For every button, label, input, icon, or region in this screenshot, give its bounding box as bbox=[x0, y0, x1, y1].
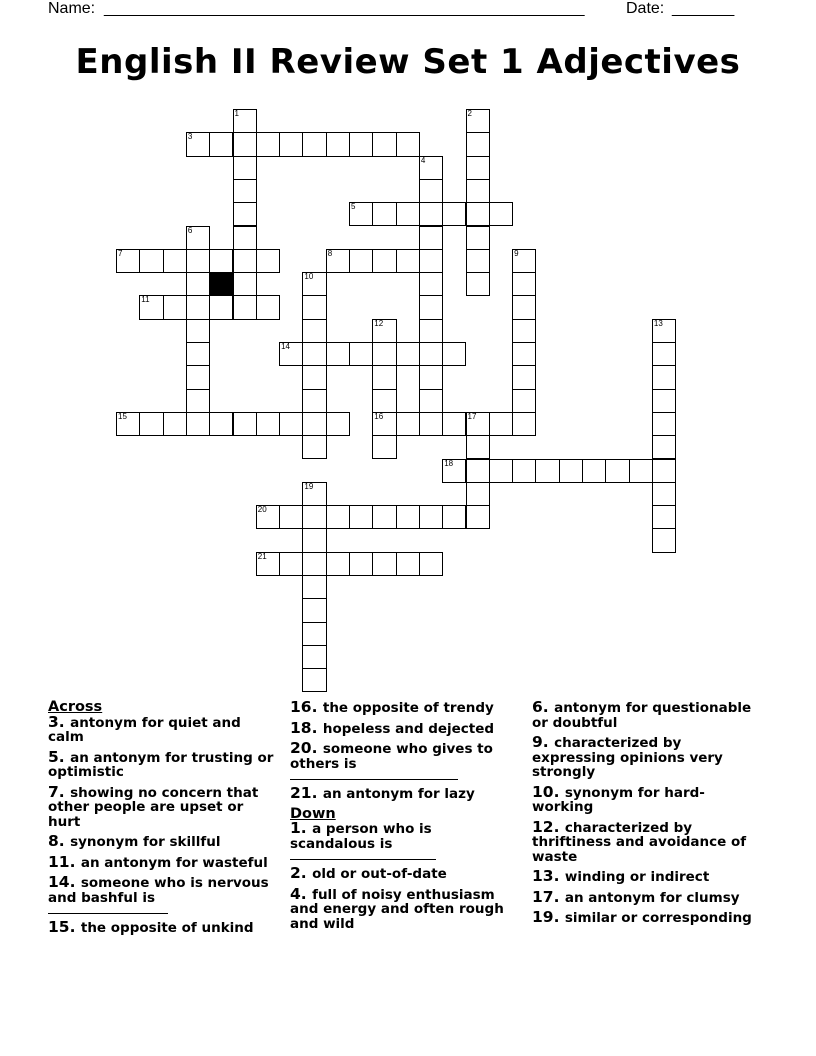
grid-cell[interactable] bbox=[349, 249, 373, 273]
grid-cell[interactable] bbox=[372, 319, 396, 343]
clue-number-label: 10. bbox=[532, 782, 565, 801]
clue-number-label: 14. bbox=[48, 873, 81, 891]
clue-item bbox=[290, 884, 514, 932]
grid-cell[interactable] bbox=[372, 249, 396, 273]
grid-cell[interactable] bbox=[279, 132, 303, 156]
grid-cell[interactable] bbox=[349, 505, 373, 529]
clue-item bbox=[532, 735, 764, 780]
grid-cell[interactable] bbox=[489, 412, 513, 436]
clue-item bbox=[532, 700, 764, 730]
grid-cell[interactable] bbox=[372, 435, 396, 459]
clue-number: 5 bbox=[351, 202, 356, 212]
grid-cell[interactable] bbox=[466, 226, 490, 250]
clue-number: 1 bbox=[234, 109, 239, 118]
clue-text: similar or corresponding bbox=[564, 910, 752, 926]
grid-cell[interactable] bbox=[605, 459, 629, 483]
grid-cell[interactable] bbox=[396, 552, 420, 576]
clue-item bbox=[290, 866, 514, 882]
grid-cell[interactable] bbox=[559, 459, 583, 483]
grid-cell[interactable] bbox=[652, 435, 676, 459]
clue-text: synonym for skillful bbox=[70, 834, 221, 850]
grid-cell[interactable] bbox=[419, 272, 443, 296]
grid-cell[interactable] bbox=[209, 295, 233, 319]
clue-text: synonym for hard-working bbox=[532, 784, 705, 815]
grid-cell[interactable] bbox=[466, 505, 490, 529]
grid-cell[interactable] bbox=[233, 179, 257, 203]
grid-cell[interactable] bbox=[233, 109, 257, 133]
grid-cell[interactable] bbox=[652, 459, 676, 483]
grid-cell[interactable] bbox=[186, 342, 210, 366]
clue-number: 8 bbox=[327, 248, 333, 258]
grid-cell[interactable] bbox=[512, 295, 536, 319]
grid-cell[interactable] bbox=[512, 459, 536, 483]
grid-cell[interactable] bbox=[512, 319, 536, 343]
grid-cell[interactable] bbox=[419, 505, 443, 529]
clue-item bbox=[290, 786, 514, 802]
clue-number-label: 3. bbox=[48, 712, 71, 731]
clue-item bbox=[48, 782, 274, 830]
grid-cell[interactable] bbox=[302, 365, 326, 389]
clue-number-label: 13. bbox=[532, 867, 565, 885]
grid-cell[interactable] bbox=[326, 249, 350, 273]
grid-cell[interactable] bbox=[302, 598, 326, 622]
grid-cell[interactable] bbox=[652, 319, 676, 343]
grid-cell[interactable] bbox=[396, 505, 420, 529]
clue-number-label: 20. bbox=[290, 739, 323, 757]
name-field[interactable]: ______________________________________________________ bbox=[104, 0, 585, 17]
clue-number-label: 9. bbox=[532, 733, 555, 751]
answer-blank-line bbox=[290, 779, 458, 780]
grid-cell[interactable] bbox=[442, 459, 466, 483]
grid-cell[interactable] bbox=[396, 202, 420, 226]
grid-cell[interactable] bbox=[186, 412, 210, 436]
clue-item bbox=[290, 821, 514, 860]
grid-cell[interactable] bbox=[466, 249, 490, 273]
clue-item bbox=[532, 910, 764, 926]
grid-cell[interactable] bbox=[466, 109, 490, 133]
grid-cell[interactable] bbox=[233, 272, 257, 296]
grid-cell[interactable] bbox=[186, 249, 210, 273]
grid-cell[interactable] bbox=[279, 552, 303, 576]
grid-cell[interactable] bbox=[466, 482, 490, 506]
grid-cell[interactable] bbox=[209, 132, 233, 156]
clue-item bbox=[532, 887, 764, 906]
grid-cell[interactable] bbox=[302, 552, 326, 576]
clue-number: 6 bbox=[187, 225, 193, 235]
grid-cell[interactable] bbox=[326, 505, 350, 529]
clue-item bbox=[48, 747, 274, 780]
clue-text: full of noisy enthusiasm and energy and often rough and wild bbox=[290, 886, 504, 932]
grid-cell[interactable] bbox=[442, 412, 466, 436]
clue-item bbox=[532, 869, 764, 885]
clues-column-2 bbox=[290, 700, 514, 936]
grid-cell[interactable] bbox=[419, 226, 443, 250]
clue-number: 13 bbox=[653, 318, 663, 328]
grid-cell[interactable] bbox=[139, 295, 163, 319]
grid-cell[interactable] bbox=[442, 342, 466, 366]
clue-number-label: 12. bbox=[532, 817, 565, 836]
grid-cell[interactable] bbox=[163, 295, 187, 319]
page-title: English II Review Set 1 Adjectives bbox=[75, 42, 741, 82]
grid-cell[interactable] bbox=[629, 459, 653, 483]
grid-cell[interactable] bbox=[139, 249, 163, 273]
clues-column-3 bbox=[532, 700, 764, 931]
clue-number: 15 bbox=[118, 411, 127, 421]
grid-cell[interactable] bbox=[233, 132, 257, 156]
grid-cell[interactable] bbox=[302, 505, 326, 529]
clue-item bbox=[290, 741, 514, 780]
grid-cell[interactable] bbox=[512, 389, 536, 413]
grid-cell[interactable] bbox=[302, 622, 326, 646]
grid-cell[interactable] bbox=[302, 528, 326, 552]
grid-cell[interactable] bbox=[419, 249, 443, 273]
grid-cell[interactable] bbox=[372, 132, 396, 156]
grid-cell[interactable] bbox=[186, 272, 210, 296]
grid-cell[interactable] bbox=[652, 389, 676, 413]
clue-text: hopeless and dejected bbox=[322, 720, 495, 737]
grid-cell[interactable] bbox=[652, 505, 676, 529]
grid-cell[interactable] bbox=[326, 132, 350, 156]
clue-number: 20 bbox=[257, 505, 267, 515]
grid-cell[interactable] bbox=[302, 435, 326, 459]
clue-item bbox=[532, 782, 764, 815]
clue-item bbox=[48, 712, 274, 745]
grid-cell[interactable] bbox=[302, 342, 326, 366]
grid-cell[interactable] bbox=[349, 552, 373, 576]
clue-number: 2 bbox=[467, 109, 472, 118]
grid-cell[interactable] bbox=[256, 412, 280, 436]
grid-cell[interactable] bbox=[233, 295, 257, 319]
clue-item bbox=[48, 875, 274, 914]
clue-text: an antonym for clumsy bbox=[564, 889, 740, 906]
grid-cell[interactable] bbox=[466, 435, 490, 459]
grid-cell[interactable] bbox=[302, 132, 326, 156]
clue-text: antonym for quiet and calm bbox=[48, 714, 241, 745]
grid-cell[interactable] bbox=[279, 342, 303, 366]
grid-cell[interactable] bbox=[186, 365, 210, 389]
grid-cell[interactable] bbox=[302, 272, 326, 296]
clues-column-1 bbox=[48, 700, 274, 941]
clue-number-label: 17. bbox=[532, 887, 565, 906]
grid-cell[interactable] bbox=[466, 412, 490, 436]
clue-number-label: 21. bbox=[290, 784, 323, 802]
clue-number-label: 5. bbox=[48, 747, 71, 766]
grid-cell[interactable] bbox=[256, 132, 280, 156]
answer-blank-line bbox=[48, 913, 168, 914]
grid-cell[interactable] bbox=[186, 132, 210, 156]
answer-blank-line bbox=[290, 859, 436, 860]
clue-text: antonym for questionable or doubtful bbox=[532, 700, 752, 731]
clue-number: 11 bbox=[141, 295, 150, 305]
grid-cell[interactable] bbox=[512, 249, 536, 273]
clue-number-label: 16. bbox=[290, 698, 323, 716]
grid-cell[interactable] bbox=[302, 412, 326, 436]
grid-cell[interactable] bbox=[466, 156, 490, 180]
grid-cell[interactable] bbox=[116, 412, 140, 436]
grid-cell[interactable] bbox=[326, 412, 350, 436]
clue-text: an antonym for trusting or optimistic bbox=[48, 749, 274, 780]
grid-cell[interactable] bbox=[466, 202, 490, 226]
grid-cell[interactable] bbox=[302, 482, 326, 506]
grid-cell[interactable] bbox=[279, 505, 303, 529]
clue-text: the opposite of trendy bbox=[322, 700, 494, 716]
grid-cell[interactable] bbox=[233, 226, 257, 250]
clue-text: old or out-of-date bbox=[312, 866, 447, 882]
grid-cell[interactable] bbox=[442, 505, 466, 529]
clue-number-label: 4. bbox=[290, 884, 313, 903]
grid-cell[interactable] bbox=[302, 319, 326, 343]
clue-number: 16 bbox=[374, 411, 384, 421]
grid-cell[interactable] bbox=[163, 412, 187, 436]
grid-cell[interactable] bbox=[233, 412, 257, 436]
clue-number: 3 bbox=[187, 132, 193, 142]
grid-cell[interactable] bbox=[419, 389, 443, 413]
grid-cell[interactable] bbox=[256, 552, 280, 576]
grid-cell[interactable] bbox=[349, 342, 373, 366]
section-heading-down: Down bbox=[290, 805, 336, 822]
clue-item bbox=[290, 718, 514, 737]
clue-item bbox=[48, 834, 274, 850]
grid-cell[interactable] bbox=[419, 179, 443, 203]
grid-cell[interactable] bbox=[372, 365, 396, 389]
grid-cell[interactable] bbox=[419, 365, 443, 389]
grid-cell[interactable] bbox=[466, 132, 490, 156]
grid-cell[interactable] bbox=[116, 249, 140, 273]
grid-cell[interactable] bbox=[326, 342, 350, 366]
clue-text: winding or indirect bbox=[564, 869, 710, 885]
grid-cell[interactable] bbox=[535, 459, 559, 483]
clue-text: characterized by thriftiness and avoidance of waste bbox=[532, 819, 747, 865]
grid-cell[interactable] bbox=[442, 202, 466, 226]
grid-cell[interactable] bbox=[419, 295, 443, 319]
clue-number: 17 bbox=[467, 411, 477, 421]
grid-cell[interactable] bbox=[372, 552, 396, 576]
grid-cell[interactable] bbox=[419, 319, 443, 343]
grid-cell[interactable] bbox=[349, 132, 373, 156]
grid-cell[interactable] bbox=[302, 295, 326, 319]
clue-text: someone who gives to others is bbox=[290, 741, 493, 772]
clue-text: the opposite of unkind bbox=[80, 920, 254, 936]
grid-cell[interactable] bbox=[372, 505, 396, 529]
grid-cell[interactable] bbox=[582, 459, 606, 483]
clue-item bbox=[290, 700, 514, 716]
grid-cell[interactable] bbox=[349, 202, 373, 226]
black-cell bbox=[209, 272, 233, 296]
grid-cell[interactable] bbox=[396, 132, 420, 156]
grid-cell[interactable] bbox=[302, 575, 326, 599]
date-field[interactable]: _______ bbox=[672, 0, 735, 17]
clue-number: 18 bbox=[444, 458, 454, 468]
grid-cell[interactable] bbox=[512, 365, 536, 389]
grid-cell[interactable] bbox=[652, 342, 676, 366]
grid-cell[interactable] bbox=[419, 202, 443, 226]
grid-cell[interactable] bbox=[186, 319, 210, 343]
grid-cell[interactable] bbox=[652, 365, 676, 389]
clue-number-label: 1. bbox=[290, 819, 313, 837]
section-heading-across: Across bbox=[48, 699, 103, 715]
grid-cell[interactable] bbox=[372, 412, 396, 436]
clue-text: characterized by expressing opinions very strongly bbox=[532, 735, 723, 780]
grid-cell[interactable] bbox=[163, 249, 187, 273]
clue-number: 7 bbox=[118, 248, 123, 258]
clue-number: 12 bbox=[374, 318, 384, 328]
grid-cell[interactable] bbox=[372, 389, 396, 413]
clue-number: 9 bbox=[514, 248, 519, 258]
grid-cell[interactable] bbox=[256, 295, 280, 319]
grid-cell[interactable] bbox=[419, 552, 443, 576]
grid-cell[interactable] bbox=[466, 272, 490, 296]
clue-number-label: 15. bbox=[48, 918, 81, 936]
grid-cell[interactable] bbox=[396, 412, 420, 436]
name-label: Name: bbox=[48, 0, 96, 17]
clue-text: a person who is scandalous is bbox=[290, 821, 432, 852]
grid-cell[interactable] bbox=[512, 272, 536, 296]
grid-cell[interactable] bbox=[186, 295, 210, 319]
grid-cell[interactable] bbox=[419, 412, 443, 436]
clue-number: 21 bbox=[257, 551, 267, 561]
clue-number-label: 11. bbox=[48, 852, 81, 871]
clue-number: 10 bbox=[304, 272, 314, 282]
clue-number-label: 6. bbox=[532, 698, 555, 716]
grid-cell[interactable] bbox=[256, 505, 280, 529]
clue-item bbox=[48, 852, 274, 871]
grid-cell[interactable] bbox=[302, 645, 326, 669]
clue-number-label: 19. bbox=[532, 908, 565, 926]
grid-cell[interactable] bbox=[233, 249, 257, 273]
grid-cell[interactable] bbox=[372, 342, 396, 366]
clue-number-label: 7. bbox=[48, 782, 71, 801]
clue-number-label: 2. bbox=[290, 864, 313, 882]
clue-text: showing no concern that other people are upset or hurt bbox=[48, 784, 259, 830]
clue-number: 14 bbox=[281, 342, 290, 351]
clue-number-label: 18. bbox=[290, 718, 323, 737]
grid-cell[interactable] bbox=[652, 412, 676, 436]
clue-item bbox=[532, 817, 764, 865]
clue-text: someone who is nervous and bashful is bbox=[48, 875, 269, 906]
grid-cell[interactable] bbox=[652, 528, 676, 552]
grid-cell[interactable] bbox=[326, 552, 350, 576]
clue-text: an antonym for lazy bbox=[322, 786, 475, 802]
grid-cell[interactable] bbox=[466, 459, 490, 483]
grid-cell[interactable] bbox=[396, 249, 420, 273]
grid-cell[interactable] bbox=[186, 389, 210, 413]
grid-cell[interactable] bbox=[372, 202, 396, 226]
grid-cell[interactable] bbox=[302, 668, 326, 692]
grid-cell[interactable] bbox=[512, 412, 536, 436]
grid-cell[interactable] bbox=[302, 389, 326, 413]
grid-cell[interactable] bbox=[233, 156, 257, 180]
grid-cell[interactable] bbox=[489, 459, 513, 483]
clue-item bbox=[48, 920, 274, 936]
grid-cell[interactable] bbox=[419, 156, 443, 180]
grid-cell[interactable] bbox=[209, 412, 233, 436]
clue-text: an antonym for wasteful bbox=[80, 854, 268, 871]
grid-cell[interactable] bbox=[209, 249, 233, 273]
grid-cell[interactable] bbox=[279, 412, 303, 436]
grid-cell[interactable] bbox=[652, 482, 676, 506]
grid-cell[interactable] bbox=[419, 342, 443, 366]
grid-cell[interactable] bbox=[186, 226, 210, 250]
grid-cell[interactable] bbox=[396, 342, 420, 366]
grid-cell[interactable] bbox=[233, 202, 257, 226]
grid-cell[interactable] bbox=[139, 412, 163, 436]
clue-number: 4 bbox=[420, 155, 426, 165]
grid-cell[interactable] bbox=[512, 342, 536, 366]
grid-cell[interactable] bbox=[466, 179, 490, 203]
grid-cell[interactable] bbox=[489, 202, 513, 226]
clue-number: 19 bbox=[304, 481, 314, 491]
grid-cell[interactable] bbox=[256, 249, 280, 273]
clue-number-label: 8. bbox=[48, 832, 71, 850]
date-label: Date: bbox=[626, 0, 665, 17]
